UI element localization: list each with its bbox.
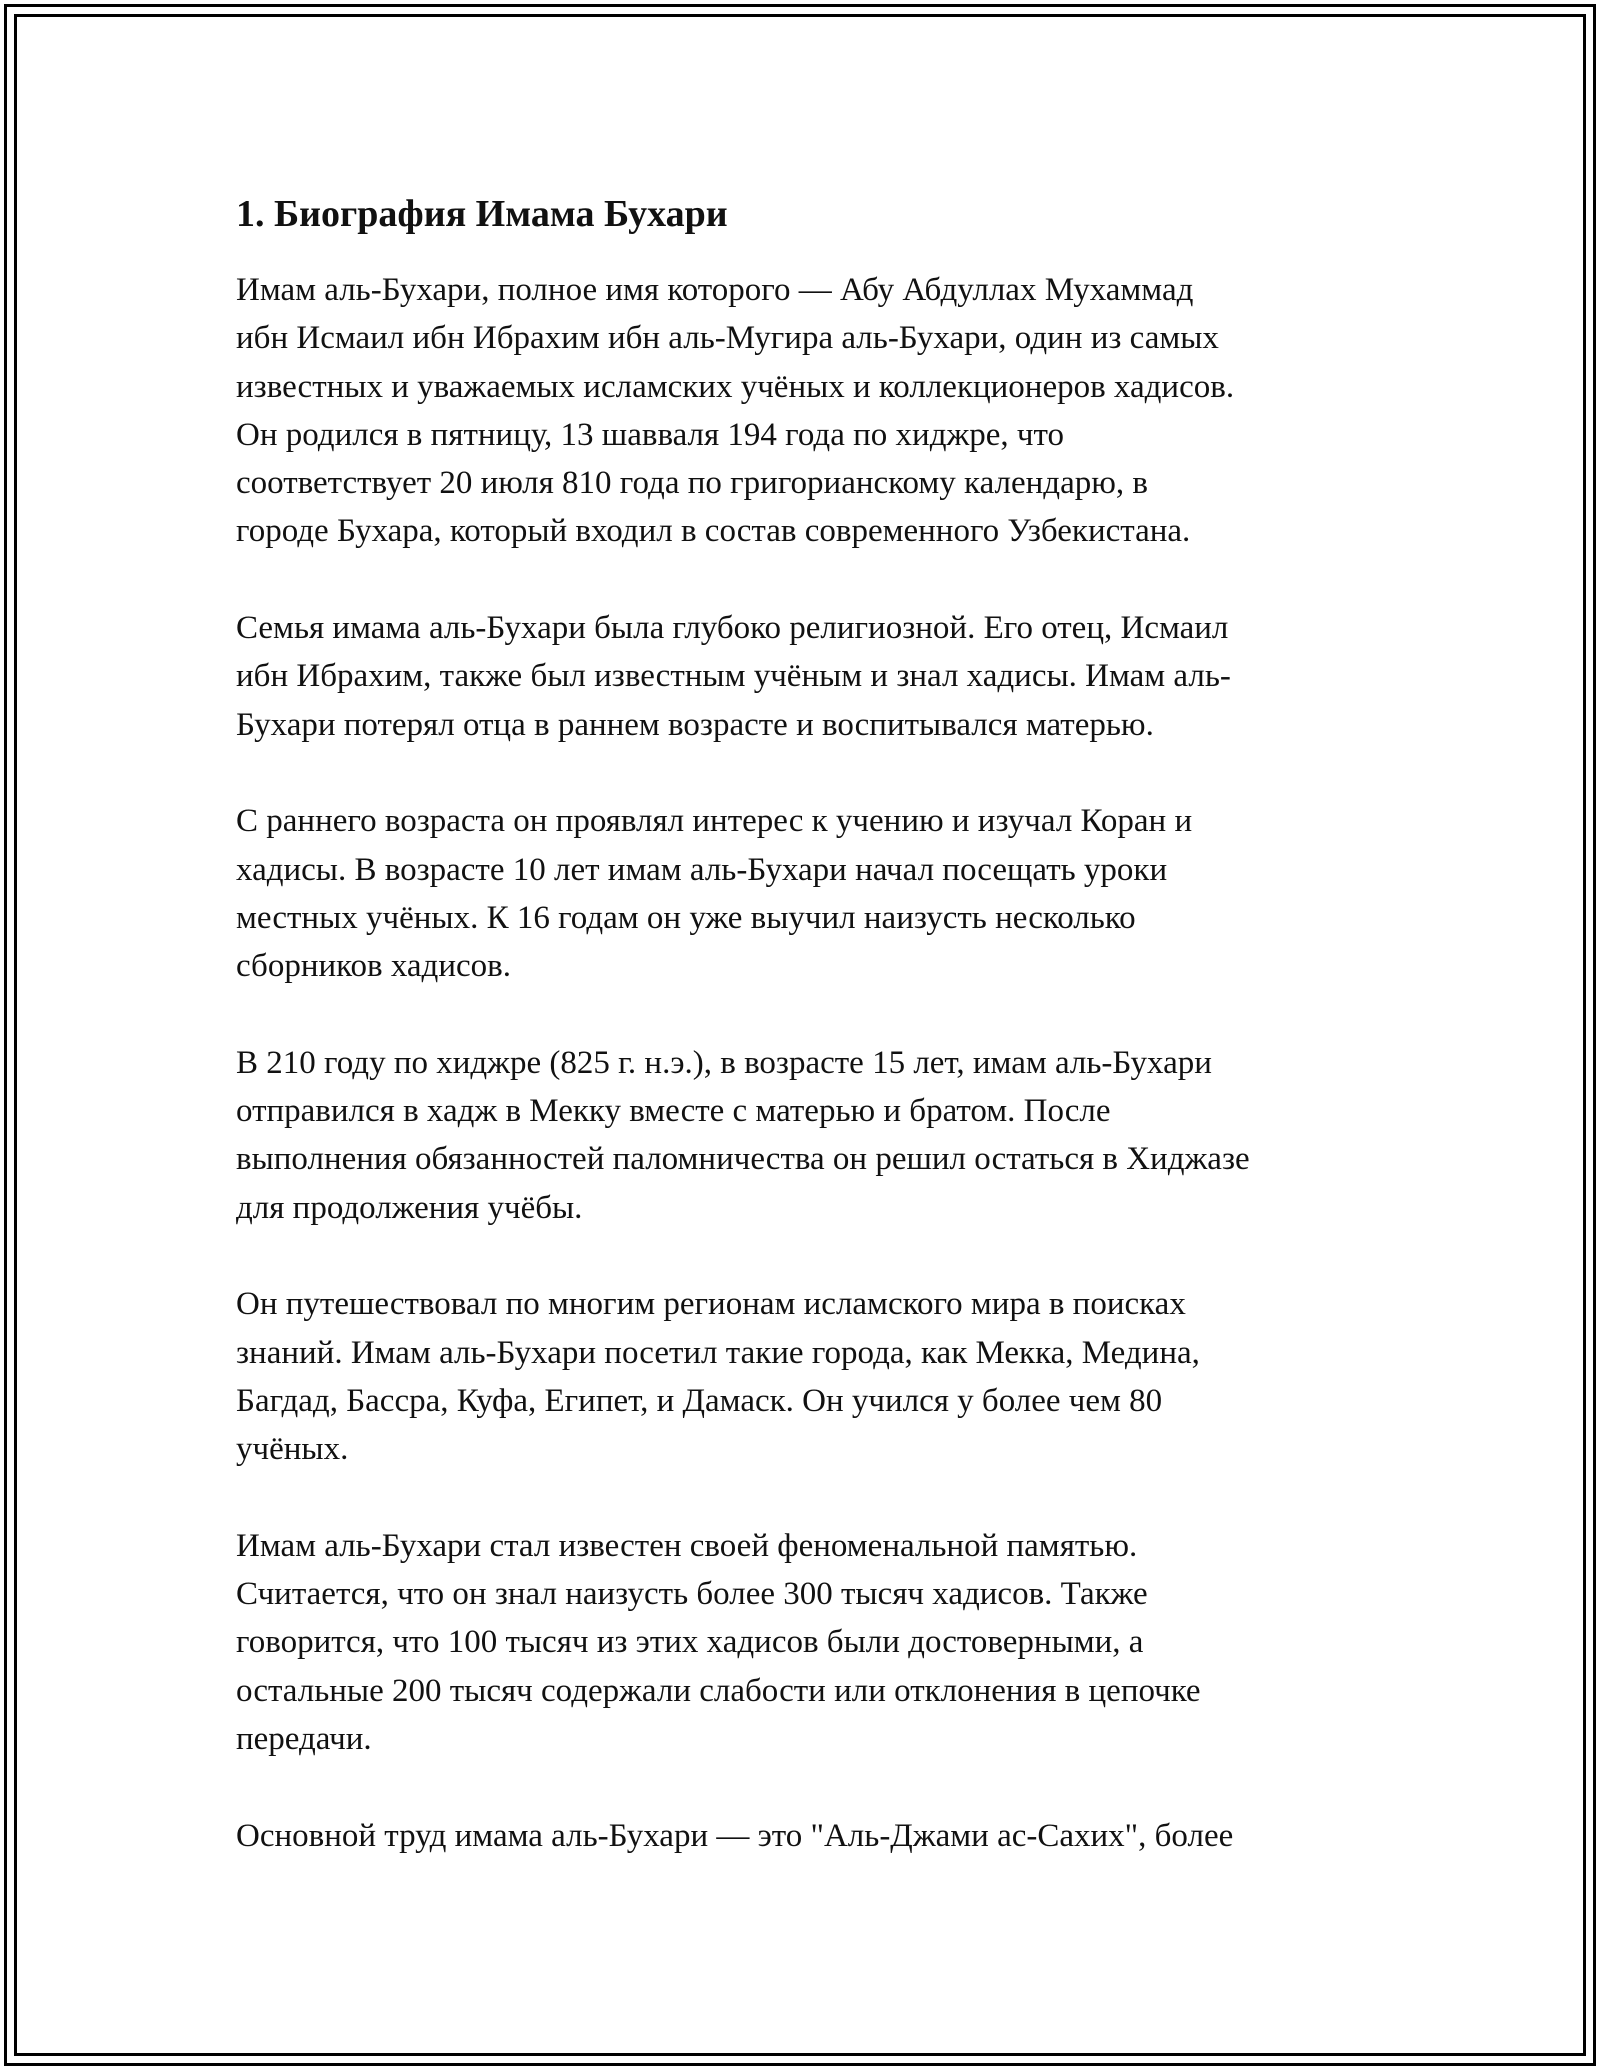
document-body (236, 188, 1366, 1908)
paragraph-main-work: Основной труд имама аль-Бухари — это "Аль-Джами ас-Сахих", более (236, 1817, 1234, 1854)
paragraph-travels: Он путешествовал по многим регионам исламского мира в поисках знаний. Имам аль-Бухари посетил такие города, как Мекка, Медина, Багдад, Бассра, Куфа, Египет, и Дамаск. Он учился у более чем 80 учёных. (236, 1286, 1200, 1468)
paragraph-memory: Имам аль-Бухари стал известен своей феноменальной памятью. Считается, что он знал наизусть более 300 тысяч хадисов. Также говорится, что 100 тысяч из этих хадисов были достоверными, а остальные 200 тысяч содержали слабости или отклонения в цепочке передачи. (236, 1527, 1201, 1757)
section-heading: 1. Биография Имама Бухари (236, 193, 728, 235)
paragraph-hajj: В 210 году по хиджре (825 г. н.э.), в возрасте 15 лет, имам аль-Бухари отправился в хадж в Мекку вместе с матерью и братом. После выполнения обязанностей паломничества он решил остаться в Хиджазе для продолжения учёбы. (236, 1044, 1250, 1226)
paragraph-family: Семья имама аль-Бухари была глубоко религиозной. Его отец, Исмаил ибн Ибрахим, также был известным учёным и знал хадисы. Имам аль- Бухари потерял отца в раннем возрасте и воспитывался матерью. (236, 610, 1231, 743)
paragraph-birth: Имам аль-Бухари, полное имя которого — Абу Абдуллах Мухаммад ибн Исмаил ибн Ибрахим ибн аль-Мугира аль-Бухари, один из самых известных и уважаемых исламских учёных и коллекционеров хадисов. Он родился в пятницу, 13 шавваля 194 года по хиджре, что соответствует 20 июля 810 года по григорианскому календарю, в городе Бухара, который входил в состав современного Узбекистана. (236, 272, 1235, 550)
paragraph-early-education: С раннего возраста он проявлял интерес к учению и изучал Коран и хадисы. В возрасте 10 лет имам аль-Бухари начал посещать уроки местных учёных. К 16 годам он уже выучил наизусть несколько сборников хадисов. (236, 803, 1193, 985)
